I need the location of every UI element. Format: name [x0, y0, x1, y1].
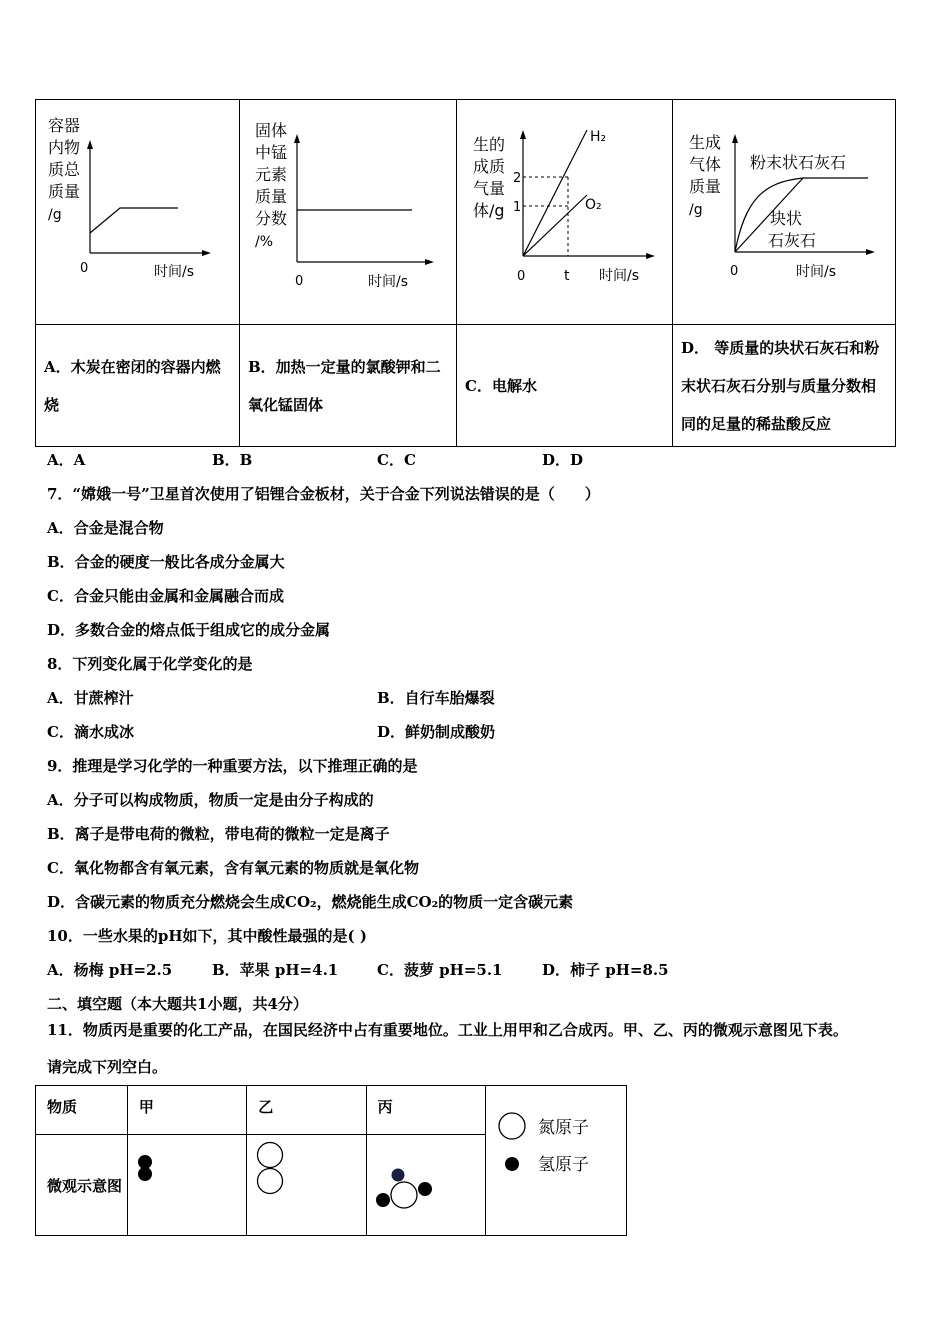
q8-option-b: B．自行车胎爆裂: [377, 689, 495, 707]
particle-table: [35, 1085, 627, 1236]
graph-a-x-arrow: [202, 250, 211, 256]
graph-b: [240, 100, 456, 320]
q8-option-d: D．鲜奶制成酸奶: [377, 723, 496, 741]
q8-option-a: A．甘蔗榨汁: [47, 689, 134, 707]
q10-option-d: D．柿子 pH=8.5: [542, 961, 669, 979]
graph-d-origin: 0: [730, 264, 739, 279]
particle-yi-cell: [247, 1135, 366, 1236]
graph-d-label-block-2: 石灰石: [768, 231, 817, 250]
graph-b-ylabel-1: 中锰: [255, 143, 288, 162]
graph-d-label-block-1: 块状: [770, 209, 803, 228]
graph-c-h2-line: [523, 130, 587, 256]
graph-b-ylabel-4: 分数: [255, 209, 288, 228]
q7-option-c: C．合金只能由金属和金属融合而成: [47, 587, 284, 605]
particle-legend: [486, 1086, 626, 1230]
graph-table: [35, 99, 896, 447]
graph-b-x-arrow: [425, 259, 434, 265]
graph-c: [457, 100, 672, 320]
graph-c-ylabel-3: 体/g: [473, 201, 505, 220]
q7-option-d: D．多数合金的熔点低于组成它的成分金属: [47, 621, 331, 639]
particle-jia-cell: [127, 1135, 246, 1236]
graph-a-ylabel-2: 质总: [48, 160, 81, 179]
graph-b-xlabel: 时间/s: [368, 274, 409, 290]
graph-b-origin: 0: [295, 274, 304, 289]
nitrogen-molecule-icon: [247, 1135, 358, 1231]
hydrogen-molecule-icon: [128, 1135, 239, 1231]
q7-option-b: B．合金的硬度一般比各成分金属大: [47, 553, 285, 571]
graph-d-ylabel-2: 质量: [689, 177, 722, 196]
particle-header-jia: 甲: [127, 1086, 246, 1135]
graph-c-ylabel-0: 生的: [473, 135, 506, 154]
caption-b: B．加热一定量的氯酸钾和二氧化锰固体: [240, 325, 457, 447]
q10-stem: 10．一些水果的pH如下，其中酸性最强的是( ): [47, 927, 367, 945]
ammonia-molecule-icon: [367, 1135, 478, 1231]
q8-option-c: C．滴水成冰: [47, 723, 134, 741]
graph-c-y-arrow: [520, 130, 526, 139]
q11-stem-line2: 请完成下列空白。: [47, 1058, 168, 1076]
graph-d-ylabel-0: 生成: [689, 133, 722, 152]
graph-cell-a: [36, 100, 240, 325]
graph-a-y-arrow: [87, 140, 93, 149]
particle-legend-cell: [486, 1086, 627, 1236]
graph-a-xlabel: 时间/s: [154, 264, 195, 280]
graph-c-label-h2: H₂: [590, 129, 607, 145]
graph-b-ylabel-0: 固体: [255, 121, 288, 140]
q9-option-b: B．离子是带电荷的微粒，带电荷的微粒一定是离子: [47, 825, 390, 843]
q7-option-a: A．合金是混合物: [47, 519, 164, 537]
particle-header-bing: 丙: [366, 1086, 485, 1135]
graph-cell-d: [673, 100, 896, 325]
particle-header-substance: 物质: [36, 1086, 128, 1135]
graph-d-label-powder: 粉末状石灰石: [750, 153, 847, 172]
graph-d-x-arrow: [866, 249, 875, 255]
graph-a-ylabel-1: 内物: [48, 138, 81, 157]
hydrogen-atom-icon: [505, 1157, 519, 1171]
q10-option-c: C．菠萝 pH=5.1: [377, 961, 503, 979]
legend-hydrogen-label: 氢原子: [538, 1155, 589, 1175]
graph-b-y-arrow: [294, 134, 300, 143]
graph-d-ylabel-3: /g: [689, 202, 703, 218]
q9-option-a: A．分子可以构成物质，物质一定是由分子构成的: [47, 791, 374, 809]
graph-cell-b: [240, 100, 457, 325]
particle-bing-cell: [366, 1135, 485, 1236]
caption-a: A．木炭在密闭的容器内燃烧: [36, 325, 240, 447]
q10-option-b: B．苹果 pH=4.1: [212, 961, 339, 979]
graph-c-x-arrow: [646, 253, 655, 259]
graph-a-curve: [90, 208, 178, 233]
graph-c-tick-2: 2: [513, 171, 522, 186]
caption-c: C．电解水: [457, 325, 673, 447]
q9-option-c: C．氧化物都含有氧元素，含有氧元素的物质就是氧化物: [47, 859, 419, 877]
section-2-heading: 二、填空题（本大题共1小题，共4分）: [47, 995, 308, 1013]
graph-d-y-arrow: [732, 134, 738, 143]
nitrogen-atom-icon: [499, 1113, 525, 1139]
legend-nitrogen-label: 氮原子: [538, 1118, 589, 1138]
graph-b-ylabel-3: 质量: [255, 187, 288, 206]
graph-c-tick-1: 1: [513, 200, 522, 215]
graph-d-xlabel: 时间/s: [796, 264, 837, 280]
particle-header-yi: 乙: [247, 1086, 366, 1135]
graph-d-ylabel-1: 气体: [689, 155, 722, 174]
q6-option-c: C．C: [377, 451, 416, 469]
graph-b-ylabel-2: 元素: [255, 165, 288, 184]
graph-c-o2-line: [523, 195, 587, 256]
q6-option-d: D．D: [542, 451, 584, 469]
graph-a-ylabel-4: /g: [48, 207, 62, 223]
q6-option-b: B．B: [212, 451, 253, 469]
q11-stem-line1: 11．物质丙是重要的化工产品，在国民经济中占有重要地位。工业上用甲和乙合成丙。甲、乙、丙的微观示意图见下表。: [47, 1021, 848, 1039]
q8-stem: 8．下列变化属于化学变化的是: [47, 655, 253, 673]
particle-row-label: 微观示意图: [36, 1135, 128, 1236]
graph-a-ylabel-3: 质量: [48, 182, 81, 201]
graph-a-origin: 0: [80, 261, 89, 276]
caption-d: D． 等质量的块状石灰石和粉末状石灰石分别与质量分数相同的足量的稀盐酸反应: [673, 325, 896, 447]
q6-option-a: A．A: [47, 451, 86, 469]
graph-cell-c: [457, 100, 673, 325]
graph-b-ylabel-5: /%: [255, 234, 274, 250]
graph-c-origin: 0: [517, 269, 526, 284]
graph-c-ylabel-1: 成质: [473, 157, 506, 176]
graph-c-tick-t: t: [564, 268, 570, 284]
graph-a: [36, 100, 239, 320]
graph-c-label-o2: O₂: [585, 197, 602, 213]
q9-option-d: D．含碳元素的物质充分燃烧会生成CO₂，燃烧能生成CO₂的物质一定含碳元素: [47, 893, 574, 911]
graph-c-ylabel-2: 气量: [473, 179, 506, 198]
graph-d: [673, 100, 895, 320]
q9-stem: 9．推理是学习化学的一种重要方法，以下推理正确的是: [47, 757, 418, 775]
q7-stem: 7．“嫦娥一号”卫星首次使用了铝锂合金板材，关于合金下列说法错误的是（ ）: [47, 485, 600, 503]
graph-a-ylabel-0: 容器: [48, 116, 81, 135]
q10-option-a: A．杨梅 pH=2.5: [47, 961, 173, 979]
graph-c-xlabel: 时间/s: [599, 268, 640, 284]
